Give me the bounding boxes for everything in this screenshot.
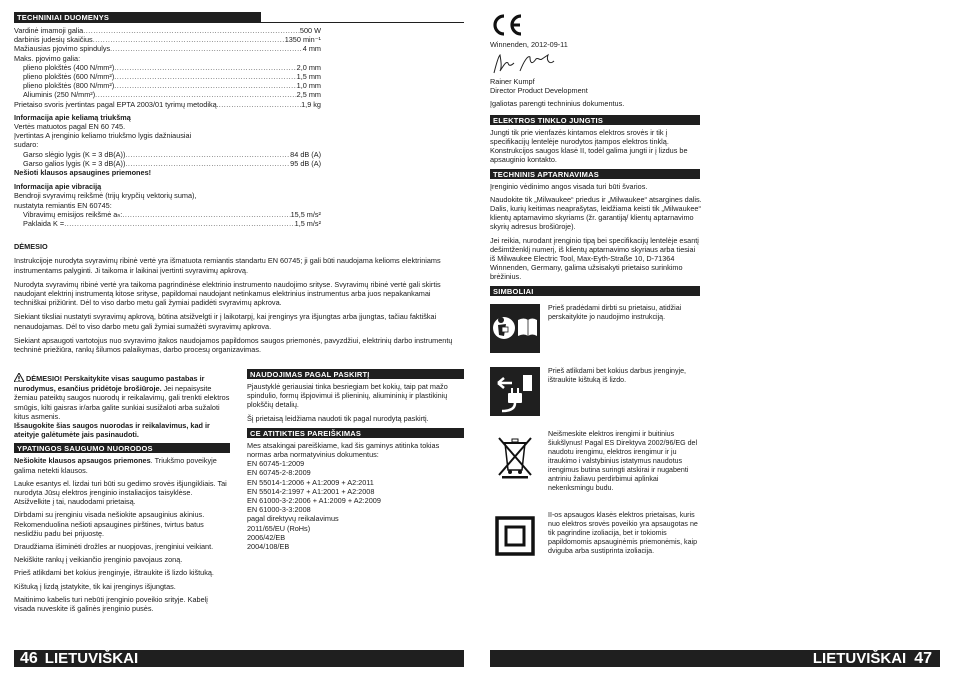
- read-manual-icon: [490, 304, 540, 353]
- spec-row: [14, 81, 321, 90]
- spec-label: Prietaiso svoris įvertintas pagal EPTA 2003/01 tyrimų metodiką.: [14, 99, 219, 109]
- weee-bin-icon: [490, 430, 540, 479]
- ce-conformity-header: CE ATITIKTIES PAREIŠKIMAS: [247, 428, 464, 438]
- ce-line: EN 60745-2-8:2009: [247, 468, 311, 478]
- ce-line: pagal direktyvų reikalavimus: [247, 514, 339, 524]
- symbol-text: II-os apsaugos klasės elektros prietaisas, kuris nuo elektros srovės poveikio yra apsaugotas ne tik pagrindine izoliacija, bet ir tokiomis papildomomis apsauginėmis priemonėmis, kaip dviguba arba sustiprinta izoliacija.: [548, 510, 698, 555]
- spec-row: [14, 100, 321, 109]
- authorized-text: Įgaliotas parengti techninius dokumentus.: [490, 98, 625, 108]
- signature-image: [490, 51, 940, 77]
- signer-title: Director Product Development: [490, 86, 588, 96]
- symbols-header: SIMBOLIAI: [490, 286, 700, 296]
- spec-label: Vibravimų emisijos reikšmė aₕ:: [23, 209, 123, 219]
- special-safety-paragraph: Lauke esantys el. lizdai turi būti su gedimo srovės išjungikliais. Tai nurodyta Jūsų elektros įrenginio instaliacijos taisyklėse. Atsižvelkite į tai, naudodami prietaisą.: [14, 478, 227, 507]
- spec-label: Aliuminis (250 N/mm²): [23, 90, 96, 100]
- warning-keep: Išsaugokite šias saugos nuorodas ir reikalavimus, kad ir ateityje galėtumėte jais pasinaudoti.: [14, 421, 210, 440]
- spec-row: [14, 54, 321, 63]
- mains-text: Jungti tik prie vienfazės kintamos elektros srovės ir tik į specifikacijų lentelėje nurodytos įtampos elektros tinklą. Konstrukcijos saugos klasė II, todėl galima jungti ir į lizdus be apsauginio kontakto.: [490, 127, 688, 165]
- demesio-section: [14, 242, 464, 354]
- spec-value: 1350 min⁻¹: [284, 35, 321, 45]
- usage-text: Pjaustyklė geriausiai tinka besriegiam bet kokių, taip pat mažo spindulio, formų išpjovimui iš plieninių, aliumininių ir plastikinių plokščių detalių.: [247, 382, 448, 410]
- mains-header: ELEKTROS TINKLO JUNGTIS: [490, 115, 700, 125]
- spec-label: plieno plokštės (800 N/mm²): [23, 81, 115, 91]
- leader-dots: [83, 26, 300, 35]
- noise-title: Informacija apie keliamą triukšmą: [14, 112, 131, 122]
- left-footer: [14, 650, 464, 667]
- vibration-spec-row: [14, 210, 321, 219]
- symbol-text: Neišmeskite elektros irengimi ir buitinius šiukšlynus! Pagal ES Direktyva 2002/96/EG del naudotu irengimu, elektros irengimur ir ju itraukimo i valstybinius istatymus naudotus irengimus butina suringti atskirai ir nugabenti antriniu žaliavu perdirbimui aplinkai nekenksmingu budu.: [548, 429, 698, 492]
- ce-line: EN 55014-2:1997 + A1:2001 + A2:2008: [247, 486, 375, 496]
- usage-text-2: Šį prietaisą leidžiama naudoti tik pagal nurodytą paskirtį.: [247, 413, 429, 423]
- ce-line: 2004/108/EB: [247, 542, 290, 552]
- spec-label: Garso slėgio lygis (K = 3 dB(A)): [23, 149, 126, 159]
- spec-value: 500 W: [299, 26, 321, 35]
- vibration-line: Bendroji svyravimų reikšmė (trijų krypčių vektorių suma),: [14, 191, 197, 201]
- warning-triangle-icon: [14, 373, 24, 384]
- spec-value: 1,5 mm: [296, 72, 321, 82]
- page-number-right: 47: [914, 650, 932, 667]
- spec-value: 1,5 m/s²: [294, 219, 321, 229]
- spec-value: 2,0 mm: [296, 62, 321, 72]
- page-number-left: 46: [20, 650, 38, 667]
- special-para-1-bold: Nešiokite klausos apsaugos priemones: [14, 456, 151, 466]
- vibration-spec-row: [14, 219, 321, 228]
- vibration-line: nustatyta remiantis EN 60745:: [14, 200, 112, 210]
- leader-dots: [114, 63, 296, 72]
- spec-row: [14, 26, 321, 35]
- vibration-section: [14, 182, 321, 228]
- demesio-paragraph: Siekiant apsaugoti vartotojus nuo svyravimo įtakos naudojamos papildomos saugos priemonės, pavyzdžiui, elektrinių darbo instrumentų techninė priežiūra, rankų šilumos palaikymas, darbo procesų organizavimas.: [14, 335, 453, 355]
- language-label-left: LIETUVIŠKAI: [44, 650, 139, 667]
- ce-line: 2011/65/EU (RoHs): [247, 523, 311, 533]
- place-date: Winnenden, 2012-09-11: [490, 40, 568, 49]
- demesio-title: DĖMESIO: [14, 242, 48, 252]
- lower-left-column: [14, 373, 230, 617]
- left-page: [14, 0, 464, 677]
- maintenance-paragraph: Jei reikia, nurodant įrenginio tipą bei specifikacijų lentelėje esantį dešimtženklį numerį, iš klientų aptarnavimo skyriaus arba tiesiai iš Milwaukee Electric Tool, Max-Eyth-Straße 10, D-71364 Winnenden, Germany, galima užsisakyti prietaiso surinkimo brėžinius.: [490, 235, 699, 282]
- spec-label: Mažiausias pjovimo spindulys: [14, 44, 111, 54]
- ce-line: EN 60745-1:2009: [247, 459, 305, 469]
- tech-data-header: TECHNINIAI DUOMENYS: [14, 12, 261, 22]
- leader-dots: [95, 90, 297, 99]
- maintenance-paragraph: Įrenginio vėdinimo angos visada turi būti švarios.: [490, 181, 648, 191]
- warning-bold: DĖMESIO! Perskaitykite visas saugumo pastabas ir nurodymus, esančius pridėtoje brošiūroje.: [14, 374, 205, 394]
- spec-value: 1,9 kg: [301, 99, 321, 109]
- spec-row: [14, 63, 321, 72]
- spec-value: 95 dB (A): [290, 158, 321, 168]
- special-safety-paragraph: Nekiškite rankų į veikiančio įrenginio pavojaus zoną.: [14, 555, 183, 565]
- demesio-paragraph: Instrukcijoje nurodyta svyravimų ribinė vertė yra išmatuota remiantis standartu EN 60745; ji gali būti naudojama kelioms elektriniams instrumentams palyginti. Ji taikoma ir laikinai įvertinti svyravimų apkrovą.: [14, 256, 441, 275]
- special-safety-paragraph: Prieš atlikdami bet kokius įrenginyje, ištraukite iš lizdo kištuką.: [14, 568, 214, 578]
- lower-mid-column: [247, 369, 464, 551]
- vibration-title: Informacija apie vibraciją: [14, 182, 102, 192]
- warning-text: Jei nepaisysite žemiau pateiktų saugos nuorodų ir reikalavimų, gali trenkti elektros smūgis, kilti gaisras ir/arba galite sunkiai susižaloti arba sužaloti kitus asmenis.: [14, 384, 230, 421]
- spec-row: [14, 44, 321, 53]
- maintenance-header: TECHNINIS APTARNAVIMAS: [490, 169, 700, 179]
- maintenance-paragraph: Naudokite tik „Milwaukee“ priedus ir „Milwaukee“ atsargines dalis. Dalis, kurių keitimas neaprašytas, leidžiama keisti tik „Milwaukee“ klientų aptarnavimo skyriams (žr. garantiją/ klientų aptarnavimo skyrių adresus brošiūroje).: [490, 194, 702, 232]
- ce-line: normas arba normatyvinius dokumentus:: [247, 450, 379, 460]
- special-safety-paragraph: Maitinimo kabelis turi nebūti įrenginio poveikio srityje. Kabelį visada nuveskite iš galinės įrenginio pusės.: [14, 594, 208, 614]
- demesio-paragraph: Siekiant tiksliai nustatyti svyravimų apkrovą, būtina atsižvelgti ir į laikotarpį, kai įrenginys yra išjungtas arba įjungtas, tačiau faktiškai nenaudojamas. Dėl to viso darbo metu gali žymiai sumažėti svyravimų apkrova.: [14, 312, 437, 331]
- special-para-1: [14, 456, 230, 474]
- ce-line: 2006/42/EB: [247, 532, 286, 542]
- leader-dots: [114, 72, 296, 81]
- special-safety-header: YPATINGOS SAUGUMO NUORODOS: [14, 443, 230, 453]
- noise-section: [14, 113, 321, 177]
- spec-label: Garso galios lygis (K = 3 dB(A)): [23, 158, 126, 168]
- noise-spec-row: [14, 150, 321, 159]
- noise-warning: Nešioti klausos apsaugines priemones!: [14, 168, 152, 178]
- ce-line: EN 61000-3-2:2006 + A1:2009 + A2:2009: [247, 496, 381, 506]
- class-ii-icon: [490, 511, 540, 560]
- noise-line: sudaro:: [14, 140, 39, 150]
- spec-value: 1,0 mm: [296, 81, 321, 91]
- leader-dots: [110, 44, 303, 53]
- spec-row: [14, 35, 321, 44]
- noise-spec-row: [14, 159, 321, 168]
- tech-specs: [14, 26, 321, 109]
- usage-header: NAUDOJIMAS PAGAL PASKIRTĮ: [247, 369, 464, 379]
- spec-label: plieno plokštės (600 N/mm²): [23, 72, 115, 82]
- symbol-text: Prieš pradėdami dirbti su prietaisu, atidžiai perskaitykite jo naudojimo instrukciją.: [548, 303, 682, 321]
- right-footer: [490, 650, 940, 667]
- spec-value: 84 dB (A): [290, 149, 321, 159]
- noise-line: Įvertintas A įrenginio keliamo triukšmo lygis dažniausiai: [14, 131, 192, 141]
- warning-block: [14, 373, 230, 439]
- leader-dots: [64, 219, 294, 228]
- symbol-row: [490, 430, 702, 493]
- leader-dots: [114, 81, 296, 90]
- unplug-icon: [490, 367, 540, 416]
- spec-value: 15,5 m/s²: [290, 209, 321, 219]
- noise-line: Vertės matuotos pagal EN 60 745.: [14, 122, 126, 132]
- special-safety-paragraph: Draudžiama išiminėti drožles ar nuopjovas, įrenginiui veikiant.: [14, 542, 214, 552]
- leader-dots: [122, 210, 290, 219]
- ce-line: EN 55014-1:2006 + A1:2009 + A2:2011: [247, 477, 374, 487]
- spec-row: [14, 72, 321, 81]
- ce-mark-icon: [490, 14, 524, 36]
- spec-value: 4 mm: [302, 44, 321, 54]
- demesio-paragraph: Nurodyta svyravimų ribinė vertė yra taikoma pagrindinėse elektrinio instrumento naudojimo srityse. Svyravimų ribinė vertė gali skirtis naudojant elektrinį instrumentą kitose srityse, papildomai naudojant netinkamus elektrinius instrumentus arba juos nepakankamai techniškai prižiūrint. Dėl to viso darbo metu gali žymiai padidėti svyravimų apkrova.: [14, 279, 441, 308]
- leader-dots: [125, 150, 290, 159]
- symbol-row: [490, 511, 702, 560]
- language-label-right: LIETUVIŠKAI: [812, 650, 907, 667]
- spec-row: [14, 90, 321, 99]
- special-safety-paragraph: Kištuką į lizdą įstatykite, tik kai įrenginys išjungtas.: [14, 581, 176, 591]
- spec-label: Paklaida K =: [23, 219, 65, 229]
- spec-label: Vardinė imamoji galia: [14, 26, 84, 35]
- spec-label: Maks. pjovimo galia:: [14, 53, 81, 63]
- symbol-text: Prieš atlikdami bet kokius darbus įrenginyje, ištraukite kištuką iš lizdo.: [548, 366, 686, 384]
- leader-dots: [93, 35, 285, 44]
- ce-line: EN 61000-3-3:2008: [247, 505, 311, 515]
- spec-label: darbinis judesių skaičius: [14, 35, 93, 45]
- special-safety-paragraph: Dirbdami su įrenginiu visada nešiokite apsauginius akinius. Rekomenduolina nešioti apsaugines pirštines, tvirtus batus neslidžiu padu bei prijuostę.: [14, 510, 205, 538]
- right-page: [490, 0, 940, 677]
- spec-value: 2,5 mm: [296, 90, 321, 100]
- spec-label: plieno plokštės (400 N/mm²): [23, 62, 115, 72]
- symbol-row: [490, 304, 702, 353]
- ce-line: Mes atsakingai pareiškiame, kad šis gaminys atitinka tokias: [247, 440, 440, 450]
- leader-dots: [125, 159, 290, 168]
- leader-dots: [219, 100, 301, 109]
- signer-name: Rainer Kumpf: [490, 77, 535, 87]
- symbol-row: [490, 367, 702, 416]
- special-para-1-text: . Triukšmo poveikyje galima netekti klausos.: [14, 456, 217, 475]
